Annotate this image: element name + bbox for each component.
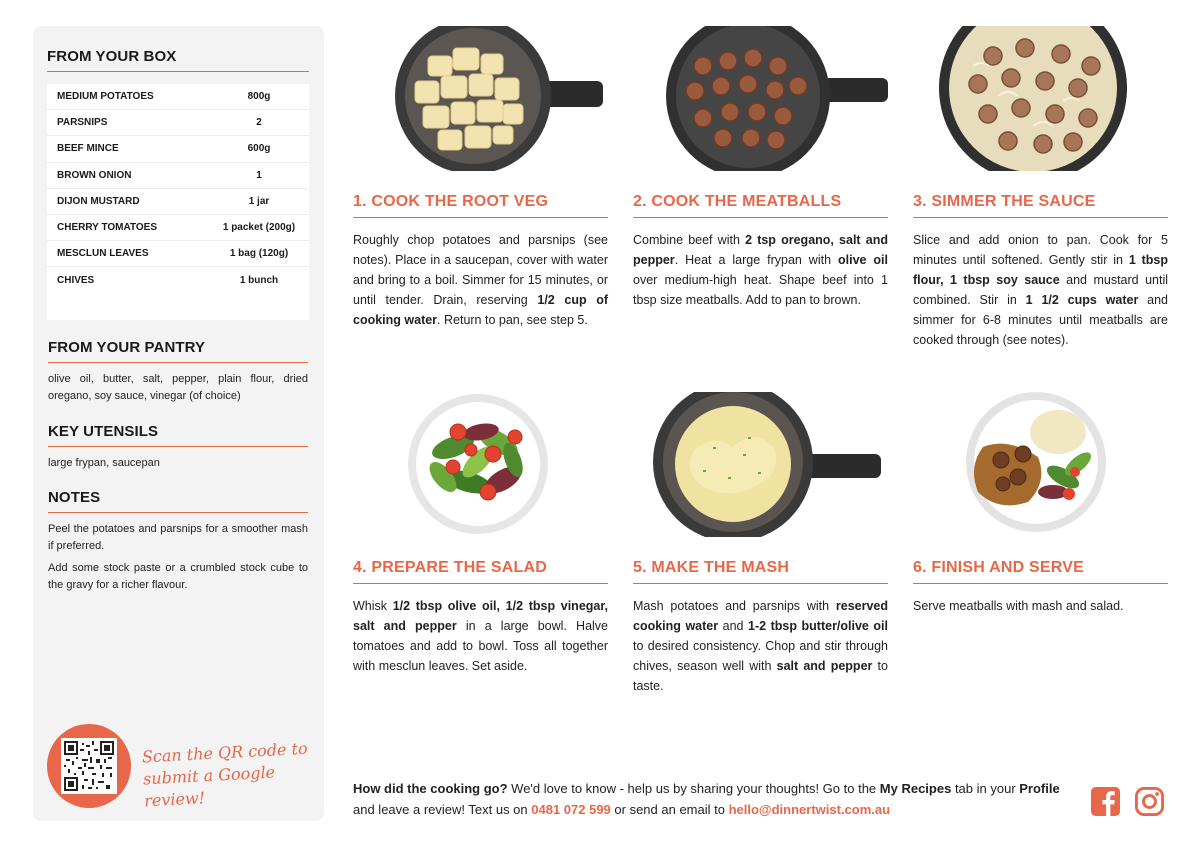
step-3-photo: [913, 26, 1168, 171]
ingredient-qty: 1 bunch: [239, 274, 279, 286]
facebook-icon[interactable]: [1090, 786, 1121, 817]
ingredient-name: DIJON MUSTARD: [57, 195, 140, 207]
meatballs-pan-image: [633, 26, 888, 171]
note-item: Peel the potatoes and parsnips for a smoother mash if preferred.: [48, 523, 308, 552]
note-item: Add some stock paste or a crumbled stock cube to the gravy for a richer flavour.: [48, 562, 308, 591]
step-5-photo: [633, 392, 888, 537]
ingredient-name: CHERRY TOMATOES: [57, 222, 158, 234]
pantry-text: olive oil, butter, salt, pepper, plain flour, dried oregano, soy sauce, vinegar (of choice): [48, 373, 308, 402]
ingredients-table: [47, 84, 309, 320]
ingredient-name: BEEF MINCE: [57, 143, 119, 155]
ingredient-name: CHIVES: [57, 274, 95, 286]
utensils-text: large frypan, saucepan: [48, 457, 160, 469]
step-1-title: 1. COOK THE ROOT VEG: [353, 193, 608, 218]
review-footer: How did the cooking go? We'd love to know - help us by sharing your thoughts! Go to the My Recipes tab in your Profile and leave a review! Text us on 0481 072 599 or send an email to hello@dinnertwist.com.au: [353, 781, 1060, 817]
step-5-text: Mash potatoes and parsnips with reserved cooking water and 1-2 tbsp butter/olive oil to desired consistency. Chop and stir through chives, season well with salt and pepper to taste.: [633, 599, 888, 693]
potatoes-pan-image: [353, 26, 608, 171]
step-6: [913, 392, 1168, 616]
plated-meal-image: [913, 392, 1168, 537]
step-6-text: Serve meatballs with mash and salad.: [913, 599, 1124, 613]
step-1: [353, 26, 608, 330]
ingredient-qty: 1 jar: [248, 195, 270, 207]
step-4-photo: [353, 392, 608, 537]
from-your-box-title: FROM YOUR BOX: [47, 48, 309, 72]
step-2: [633, 26, 888, 310]
pantry-title: FROM YOUR PANTRY: [48, 339, 308, 363]
ingredient-qty: 2: [256, 117, 262, 129]
ingredient-row: [47, 136, 309, 162]
mash-pan-image: [633, 392, 888, 537]
sauce-pan-image: [913, 26, 1168, 171]
ingredient-row: [47, 84, 309, 110]
step-5: [633, 392, 888, 696]
step-6-photo: [913, 392, 1168, 537]
ingredient-qty: 1: [256, 169, 262, 181]
qr-code-icon[interactable]: [61, 738, 117, 794]
ingredient-row: [47, 215, 309, 241]
ingredient-qty: 1 packet (200g): [222, 222, 296, 234]
step-4: [353, 392, 608, 676]
ingredient-row: [47, 241, 309, 267]
utensils-section: [48, 423, 308, 472]
step-3-title: 3. SIMMER THE SAUCE: [913, 193, 1168, 218]
step-2-text: Combine beef with 2 tsp oregano, salt and pepper. Heat a large frypan with olive oil over medium-high heat. Shape beef into 1 tbsp size meatballs. Add to pan to brown.: [633, 233, 888, 307]
pantry-section: [48, 339, 308, 404]
ingredient-name: MESCLUN LEAVES: [57, 248, 149, 260]
ingredient-name: PARSNIPS: [57, 117, 108, 129]
ingredient-row: [47, 189, 309, 215]
step-5-title: 5. MAKE THE MASH: [633, 559, 888, 584]
step-2-title: 2. COOK THE MEATBALLS: [633, 193, 888, 218]
notes-title: NOTES: [48, 489, 308, 513]
step-4-text: Whisk 1/2 tbsp olive oil, 1/2 tbsp vinegar, salt and pepper in a large bowl. Halve tomatoes and add to bowl. Toss all together with mesclun leaves. Set aside.: [353, 599, 609, 673]
email-link[interactable]: hello@dinnertwist.com.au: [728, 802, 891, 817]
salad-bowl-image: [353, 392, 608, 537]
ingredient-row: [47, 110, 309, 136]
phone-number[interactable]: 0481 072 599: [531, 802, 611, 817]
ingredient-name: MEDIUM POTATOES: [57, 91, 154, 103]
qr-review-text: Scan the QR code to submit a Google review!: [141, 738, 309, 811]
step-1-photo: [353, 26, 608, 171]
step-4-title: 4. PREPARE THE SALAD: [353, 559, 608, 584]
utensils-title: KEY UTENSILS: [48, 423, 308, 447]
ingredient-name: BROWN ONION: [57, 169, 132, 181]
step-1-text: Roughly chop potatoes and parsnips (see notes). Place in a saucepan, cover with water and bring to a boil. Simmer for 15 minutes, or until tender. Drain, reserving 1/2 cup of cooking water. Return to pan, see step 5.: [353, 233, 608, 327]
step-3-text: Slice and add onion to pan. Cook for 5 minutes until softened. Gently stir in 1 tbsp flour, 1 tbsp soy sauce and mustard until combined. Stir in 1 1/2 cups water and simmer for 6-8 minutes until meatballs are cooked through (see notes).: [913, 233, 1169, 347]
ingredient-qty: 800g: [247, 91, 271, 103]
step-2-photo: [633, 26, 888, 171]
instagram-icon[interactable]: [1134, 786, 1165, 817]
notes-section: [48, 489, 308, 593]
ingredient-row: [47, 163, 309, 189]
ingredient-row: [47, 267, 309, 293]
ingredient-qty: 1 bag (120g): [229, 248, 289, 260]
qr-badge: [47, 724, 131, 808]
ingredient-qty: 600g: [247, 143, 271, 155]
sidebar: [33, 26, 324, 821]
step-3: [913, 26, 1168, 350]
step-6-title: 6. FINISH AND SERVE: [913, 559, 1168, 584]
